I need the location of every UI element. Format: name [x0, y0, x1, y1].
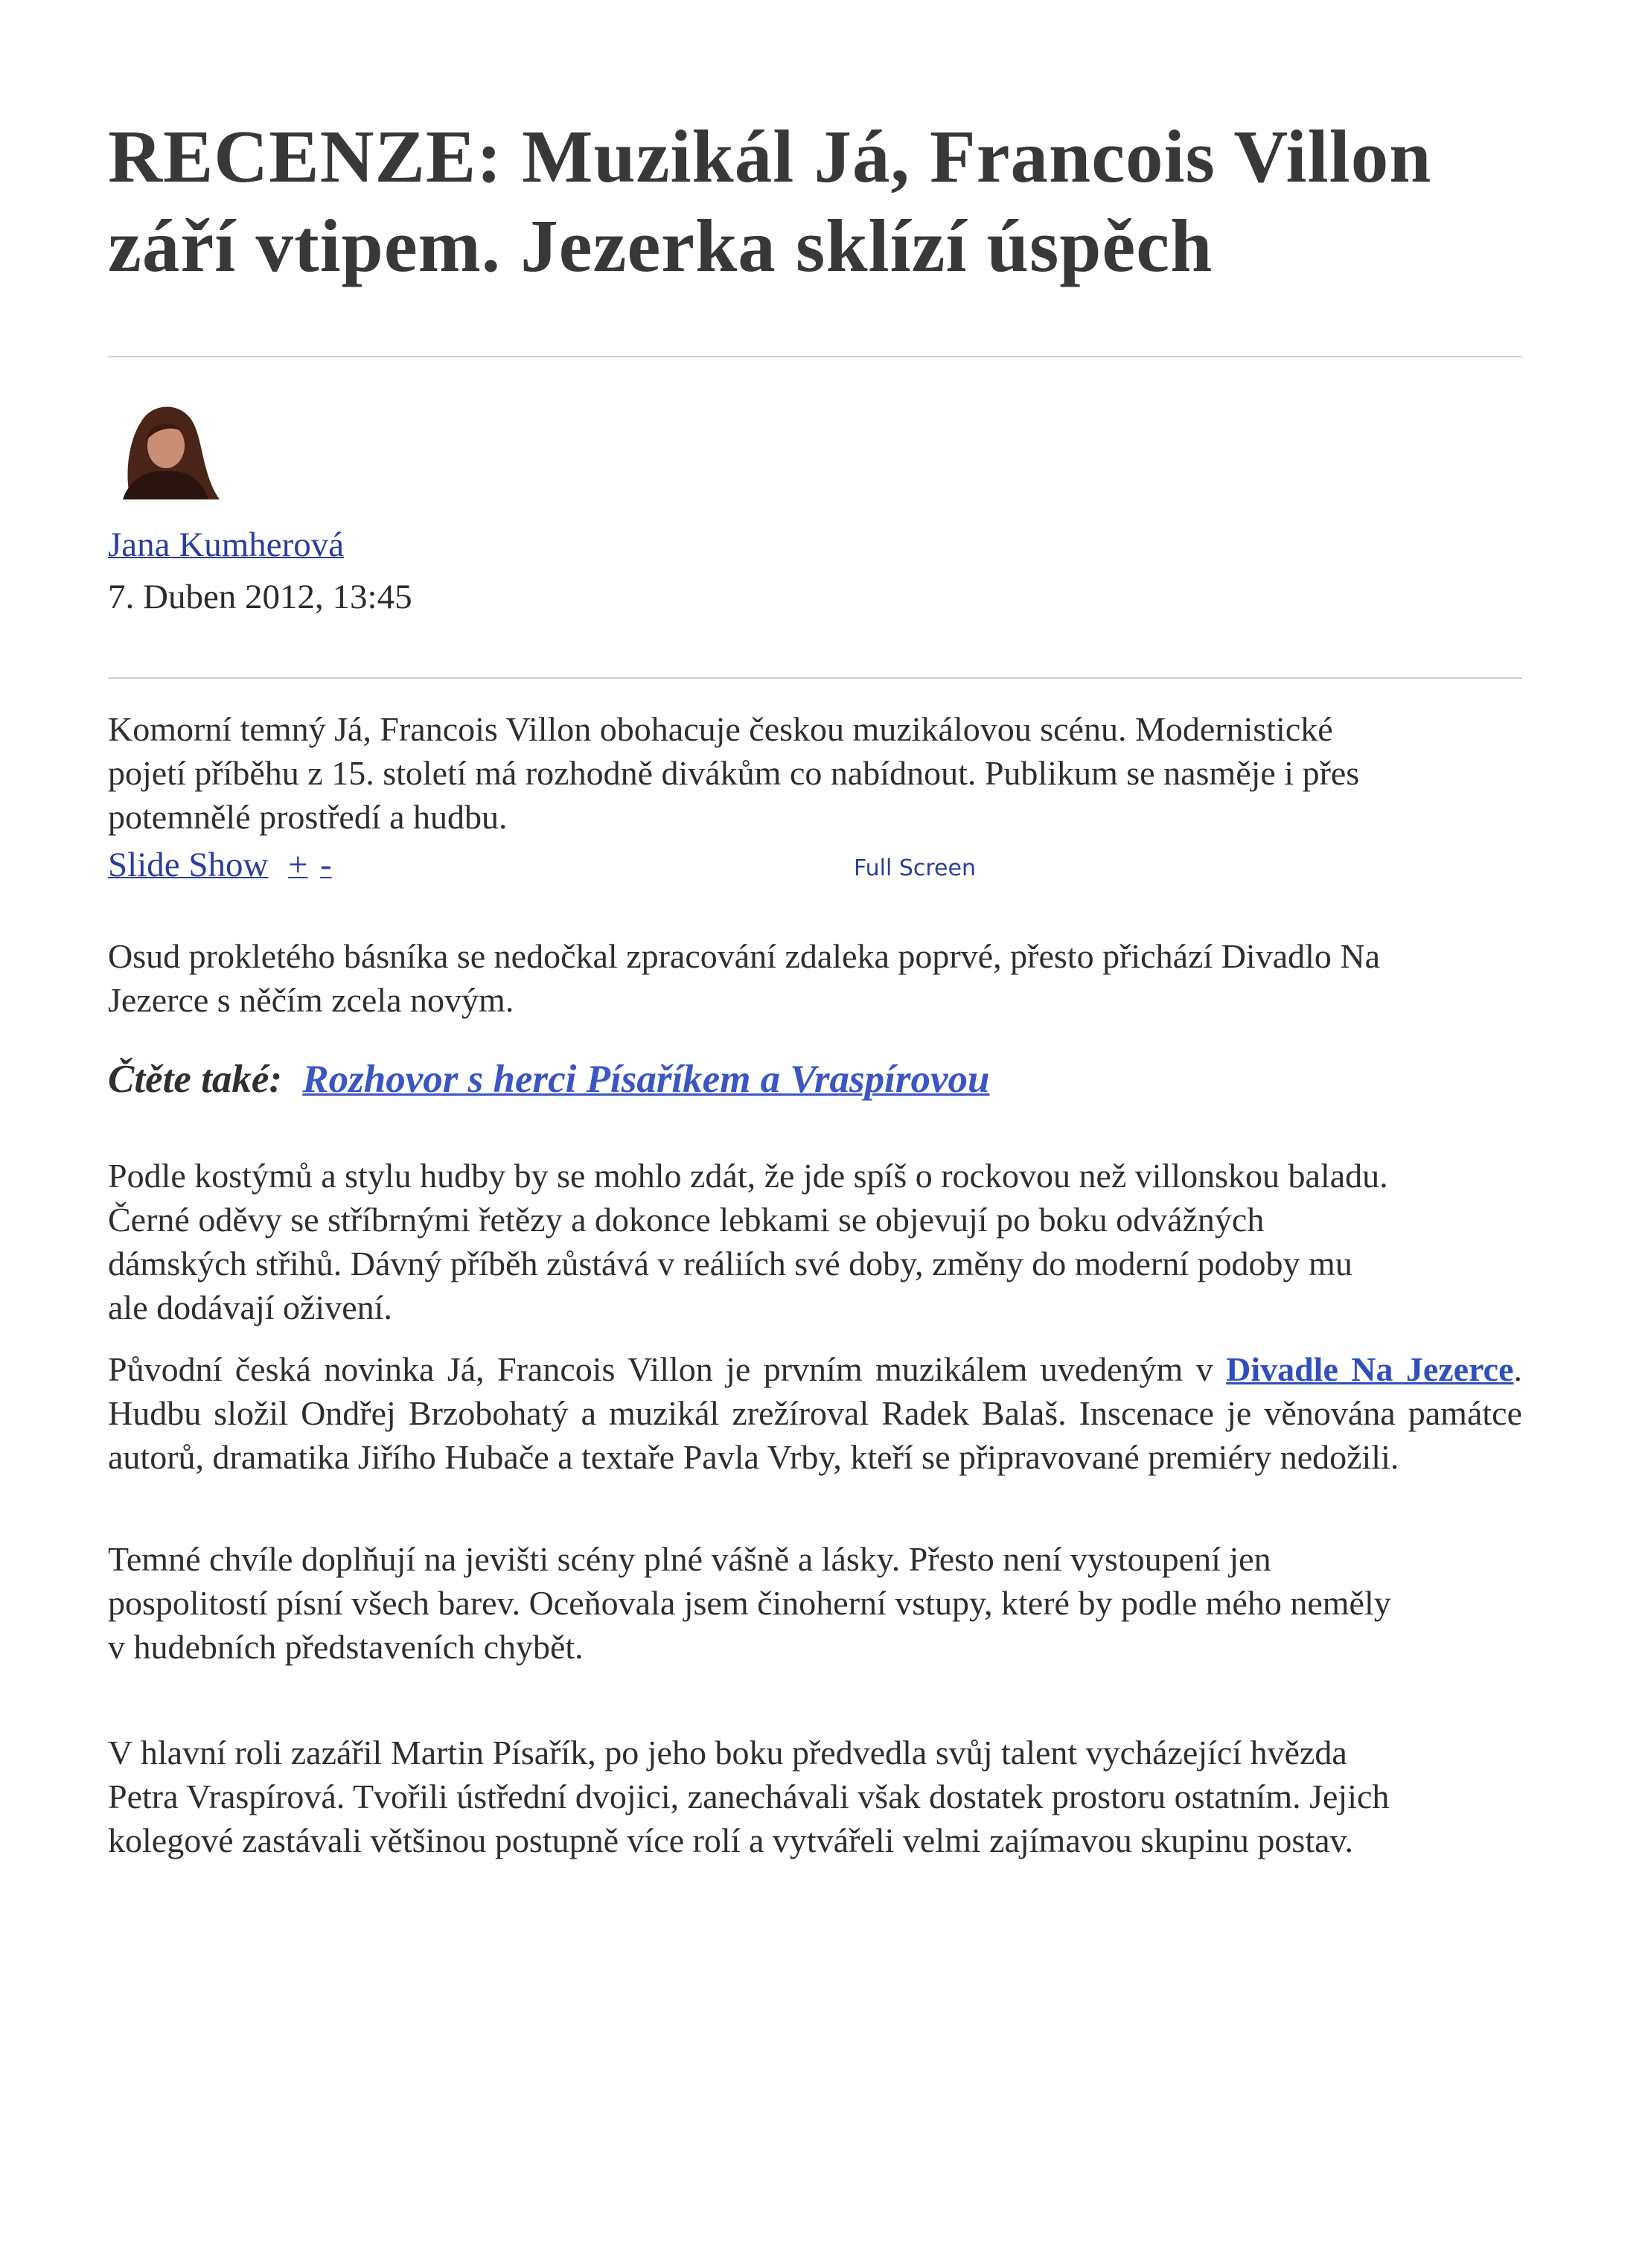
paragraph-text: Původní česká novinka Já, Francois Villon je prvním muzikálem uvedeným v	[108, 1350, 1213, 1388]
article-headline	[108, 112, 1522, 290]
divider	[108, 677, 1522, 679]
text-line: Černé oděvy se stříbrnými řetězy a dokonce lebkami se objevují po boku odvážných	[108, 1201, 1265, 1239]
text-line: V hlavní roli zazářil Martin Písařík, po jeho boku předvedla svůj talent vycházející hvězda	[108, 1734, 1347, 1772]
text-line: Osud prokletého básníka se nedočkal zpracování zdaleka poprvé, přesto přichází Divadlo Na	[108, 937, 1381, 975]
divider	[108, 356, 1522, 357]
zoom-in-button[interactable]: +	[288, 846, 308, 884]
theatre-link[interactable]: Divadle Na Jezerce	[1226, 1350, 1514, 1388]
paragraph	[108, 1731, 1522, 1862]
paragraph-text: . Hudbu složil Ondřej Brzobohatý a muzikál zrežíroval Radek Balaš. Inscenace je věnována památce autorů, dramatika Jiřího Hubače a textaře Pavla Vrby, kteří se připravované premiéry nedožili.	[108, 1350, 1523, 1476]
read-also-link[interactable]: Rozhovor s herci Písaříkem a Vraspírovou	[302, 1058, 990, 1101]
slideshow-link[interactable]: Slide Show	[108, 846, 269, 884]
headline-line: září vtipem. Jezerka sklízí úspěch	[108, 204, 1213, 287]
text-line: pojetí příběhu z 15. století má rozhodně divákům co nabídnout. Publikum se nasměje i přes	[108, 754, 1360, 792]
paragraph	[108, 934, 1522, 1022]
text-line: Podle kostýmů a stylu hudby by se mohlo zdát, že jde spíš o rockovou než villonskou baladu.	[108, 1157, 1388, 1195]
fullscreen-button[interactable]: Full Screen	[854, 855, 976, 881]
text-line: Jezerce s něčím zcela novým.	[108, 981, 514, 1019]
zoom-out-button[interactable]: -	[320, 846, 332, 884]
paragraph	[108, 1154, 1522, 1329]
text-line: Komorní temný Já, Francois Villon obohacuje českou muzikálovou scénu. Modernistické	[108, 710, 1333, 748]
read-also-label: Čtěte také:	[108, 1058, 282, 1101]
author-avatar	[108, 388, 220, 499]
slideshow-controls	[108, 845, 1522, 897]
headline-line: RECENZE: Muzikál Já, Francois Villon	[108, 115, 1432, 198]
author-link[interactable]: Jana Kumherová	[108, 526, 345, 564]
text-line: Petra Vraspírová. Tvořili ústřední dvojici, zanechávali však dostatek prostoru ostatním. Jejich	[108, 1777, 1390, 1815]
article-lead	[108, 707, 1522, 839]
text-line: dámských střihů. Dávný příběh zůstává v reáliích své doby, změny do moderní podoby mu	[108, 1245, 1352, 1282]
paragraph	[108, 1537, 1522, 1669]
read-also	[108, 1057, 989, 1102]
paragraph	[108, 1347, 1522, 1479]
publish-date: 7. Duben 2012, 13:45	[108, 578, 412, 616]
text-line: potemnělé prostředí a hudbu.	[108, 798, 508, 836]
text-line: ale dodávají oživení.	[108, 1288, 392, 1326]
article	[108, 112, 1523, 1859]
text-line: Temné chvíle doplňují na jevišti scény plné vášně a lásky. Přesto není vystoupení jen	[108, 1540, 1271, 1578]
text-line: pospolitostí písní všech barev. Oceňovala jsem činoherní vstupy, které by podle mého neměly	[108, 1584, 1391, 1622]
text-line: kolegové zastávali většinou postupně více rolí a vytvářeli velmi zajímavou skupinu postav.	[108, 1821, 1354, 1859]
text-line: v hudebních představeních chybět.	[108, 1628, 584, 1666]
